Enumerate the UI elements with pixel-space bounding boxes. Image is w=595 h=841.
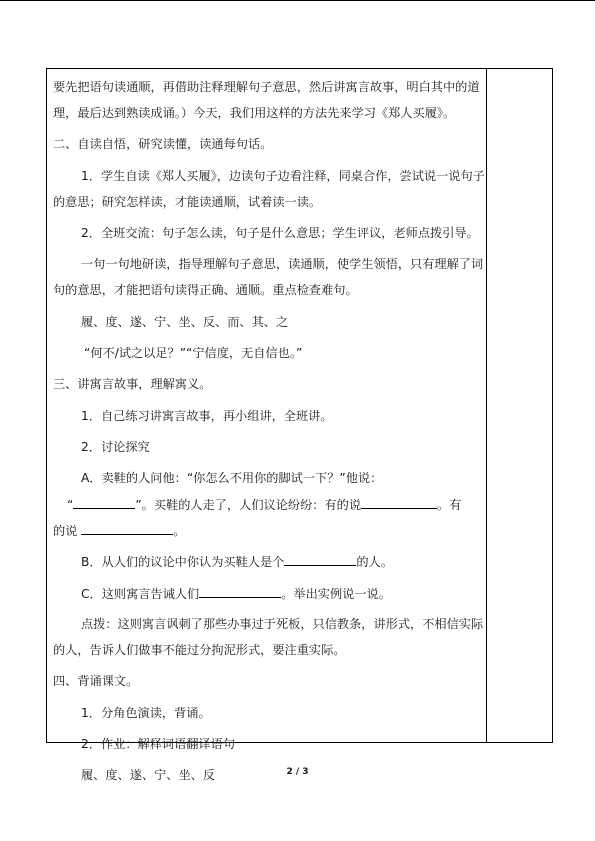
text-line: 理，最后达到熟读成诵。）今天，我们用这样的方法先来学习《郑人买履》。 [53,106,456,120]
text-fragment: ”。买鞋的人走了，人们议论纷纷：有的说 [135,498,362,512]
text-line: 1．分角色演读，背诵。 [81,706,211,720]
text-line: 2．讨论探究 [81,440,150,454]
text-line: 句的意思，才能把语句读得正确、通顺。重点检查难句。 [53,283,358,297]
text-line: 的意思；研究怎样读，才能读通顺，试着读一读。 [53,195,322,209]
top-rule [0,0,595,1]
page-number: 2 / 3 [286,767,309,777]
text-line: 履、度、遂、宁、坐、反、而、其、之 [81,315,289,329]
text-line [53,522,185,539]
fill-blank[interactable] [361,496,437,509]
text-line: 一句一句地研读，指导理解句子意思，读通顺，使学生领悟，只有理解了词 [81,257,484,271]
text-fragment: B．从人们的议论中你认为买鞋人是个 [81,555,285,569]
text-line: 要先把语句读通顺，再借助注释理解句子意思，然后讲寓言故事，明白其中的道 [53,80,480,94]
fill-blank[interactable] [73,496,135,509]
text-line: A．卖鞋的人问他：“你怎么不用你的脚试一下？”他说： [81,471,383,485]
text-fragment: 的说 [53,524,82,538]
text-fragment: 。举出实例说一说。 [281,587,391,601]
text-line [81,585,391,602]
section-heading: 三、讲寓言故事，理解寓义。 [53,377,212,391]
text-line [81,553,393,570]
text-fragment: 。有 [437,498,462,512]
text-fragment: “ [67,498,74,512]
text-line: 1．学生自读《郑人买履》，边读句子边看注释，同桌合作，尝试说一说句子 [81,169,485,183]
text-line: “何不/试之以足？”“宁信度，无自信也。” [84,346,303,360]
section-heading: 二、自读自悟，研究读懂，读通每句话。 [53,137,273,151]
text-line: 2．全班交流：句子怎么读，句子是什么意思；学生评议，老师点拨引导。 [81,226,479,240]
fill-blank[interactable] [284,553,356,566]
section-heading: 四、背诵课文。 [53,674,139,688]
text-line: 2．作业：解释词语翻译语句 [81,737,236,751]
text-line [67,496,461,513]
column-divider [486,69,487,742]
fill-blank[interactable] [81,522,173,535]
text-fragment: 。 [173,524,186,538]
text-fragment: 的人。 [356,555,393,569]
text-line: 履、度、遂、宁、坐、反 [81,768,216,782]
text-line: 的人，告诉人们做事不能过分拘泥形式，要注重实际。 [53,643,346,657]
fill-blank[interactable] [199,585,281,598]
text-line: 点拨：这则寓言讽刺了那些办事过于死板，只信教条，讲形式，不相信实际 [81,617,484,631]
text-fragment: C．这则寓言告诫人们 [81,587,200,601]
text-line: 1．自己练习讲寓言故事，再小组讲，全班讲。 [81,409,333,423]
